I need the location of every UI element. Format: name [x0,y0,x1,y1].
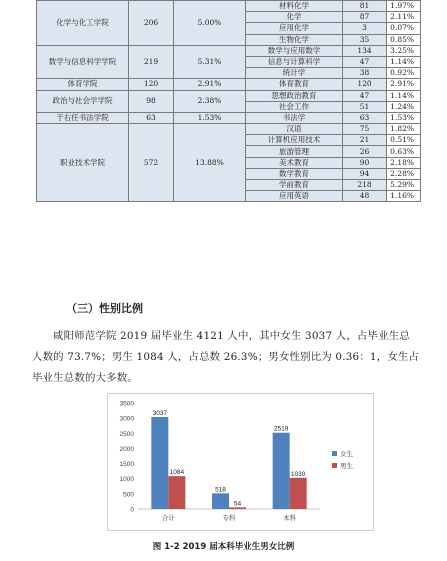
table-row [37,90,421,101]
legend-label: 女生 [340,451,353,458]
bar-女生 [212,493,229,509]
college-name: 政治与社会学学院 [37,90,129,112]
major-percent: 2.11% [387,12,421,23]
legend-label: 男生 [340,463,353,470]
table-row [37,1,421,12]
major-name: 社会工作 [246,101,343,112]
y-tick-label: 1500 [119,461,134,469]
majors-table [36,0,421,202]
majors-table-body [37,1,421,202]
major-count: 218 [343,180,387,191]
major-name: 体育教育 [246,79,343,90]
major-name: 汉语 [246,124,343,135]
college-total: 219 [129,45,174,79]
bar-女生 [151,417,168,509]
major-percent: 5.29% [387,180,421,191]
legend-swatch [332,451,337,456]
bar-男生 [229,507,246,509]
figure-caption: 图 1-2 2019 届本科毕业生男女比例 [152,542,295,552]
college-ratio: 5.00% [174,1,246,46]
major-count: 81 [343,1,387,12]
major-percent: 0.07% [387,23,421,34]
major-name: 计算机应用技术 [246,135,343,146]
major-name: 统计学 [246,68,343,79]
table-row [37,45,421,56]
y-tick-label: 3500 [119,400,134,408]
major-percent: 2.28% [387,168,421,179]
data-label: 3037 [152,410,168,418]
major-count: 90 [343,157,387,168]
college-ratio: 2.38% [174,90,246,112]
major-count: 63 [343,112,387,123]
major-count: 94 [343,168,387,179]
major-name: 应用化学 [246,23,343,34]
college-ratio: 2.91% [174,79,246,90]
major-percent: 3.25% [387,45,421,56]
major-count: 26 [343,146,387,157]
college-ratio: 13.88% [174,124,246,202]
major-percent: 2.91% [387,79,421,90]
data-label: 1030 [290,470,306,478]
y-tick-label: 1000 [119,476,134,484]
major-count: 51 [343,101,387,112]
college-name: 职业技术学院 [37,124,129,202]
data-label: 2519 [273,425,289,433]
major-count: 120 [343,79,387,90]
major-percent: 1.16% [387,191,421,202]
major-percent: 1.14% [387,56,421,67]
gender-chart-svg [108,394,373,530]
college-name: 于右任书法学院 [37,112,129,123]
major-percent: 2.18% [387,157,421,168]
major-name: 思想政治教育 [246,90,343,101]
table-row [37,112,421,123]
college-ratio: 5.31% [174,45,246,79]
major-count: 87 [343,12,387,23]
y-tick-label: 2500 [119,430,134,438]
x-tick-label: 专科 [222,515,236,522]
y-tick-label: 500 [123,491,134,499]
major-name: 化学 [246,12,343,23]
college-total: 206 [129,1,174,46]
major-count: 3 [343,23,387,34]
bar-男生 [168,476,185,509]
major-count: 38 [343,68,387,79]
major-name: 信息与计算科学 [246,56,343,67]
major-name: 书法学 [246,112,343,123]
college-name: 化学与化工学院 [37,1,129,46]
gender-chart [107,393,374,531]
major-percent: 1.24% [387,101,421,112]
college-total: 572 [129,124,174,202]
major-percent: 0.51% [387,135,421,146]
major-name: 数学教育 [246,168,343,179]
major-count: 47 [343,90,387,101]
major-count: 21 [343,135,387,146]
bar-男生 [290,478,307,509]
data-label: 518 [215,486,226,494]
x-tick-label: 本科 [283,515,297,522]
college-total: 63 [129,112,174,123]
section-paragraph: 咸阳师范学院 2019 届毕业生 4121 人中，其中女生 3037 人，占毕业生总人数的 73.7%；男生 1084 人，占总数 26.3%；男女性别比为 0.36：1，女生占毕业生总数的大多数。 [32,330,420,384]
major-count: 47 [343,56,387,67]
major-name: 数学与应用数学 [246,45,343,56]
major-percent: 1.14% [387,90,421,101]
major-name: 旅游管理 [246,146,343,157]
major-name: 美术教育 [246,157,343,168]
major-percent: 0.63% [387,146,421,157]
major-percent: 1.97% [387,1,421,12]
major-percent: 0.92% [387,68,421,79]
y-tick-label: 3000 [119,415,134,423]
x-tick-label: 合计 [161,515,175,522]
data-label: 1084 [169,469,185,477]
major-count: 35 [343,34,387,45]
data-label: 54 [233,500,242,508]
major-percent: 0.85% [387,34,421,45]
college-name: 体育学院 [37,79,129,90]
major-count: 134 [343,45,387,56]
table-row [37,124,421,135]
college-name: 数学与信息科学学院 [37,45,129,79]
major-count: 48 [343,191,387,202]
college-ratio: 1.53% [174,112,246,123]
major-name: 生物化学 [246,34,343,45]
y-tick-label: 0 [130,506,134,514]
college-total: 98 [129,90,174,112]
major-count: 75 [343,124,387,135]
major-percent: 1.53% [387,112,421,123]
major-name: 应用英语 [246,191,343,202]
college-total: 120 [129,79,174,90]
table-row [37,79,421,90]
bar-女生 [273,433,290,509]
legend-swatch [332,463,337,468]
major-name: 学前教育 [246,180,343,191]
major-percent: 1.82% [387,124,421,135]
major-name: 材料化学 [246,1,343,12]
section-heading: （三）性别比例 [66,302,143,315]
y-tick-label: 2000 [119,445,134,453]
